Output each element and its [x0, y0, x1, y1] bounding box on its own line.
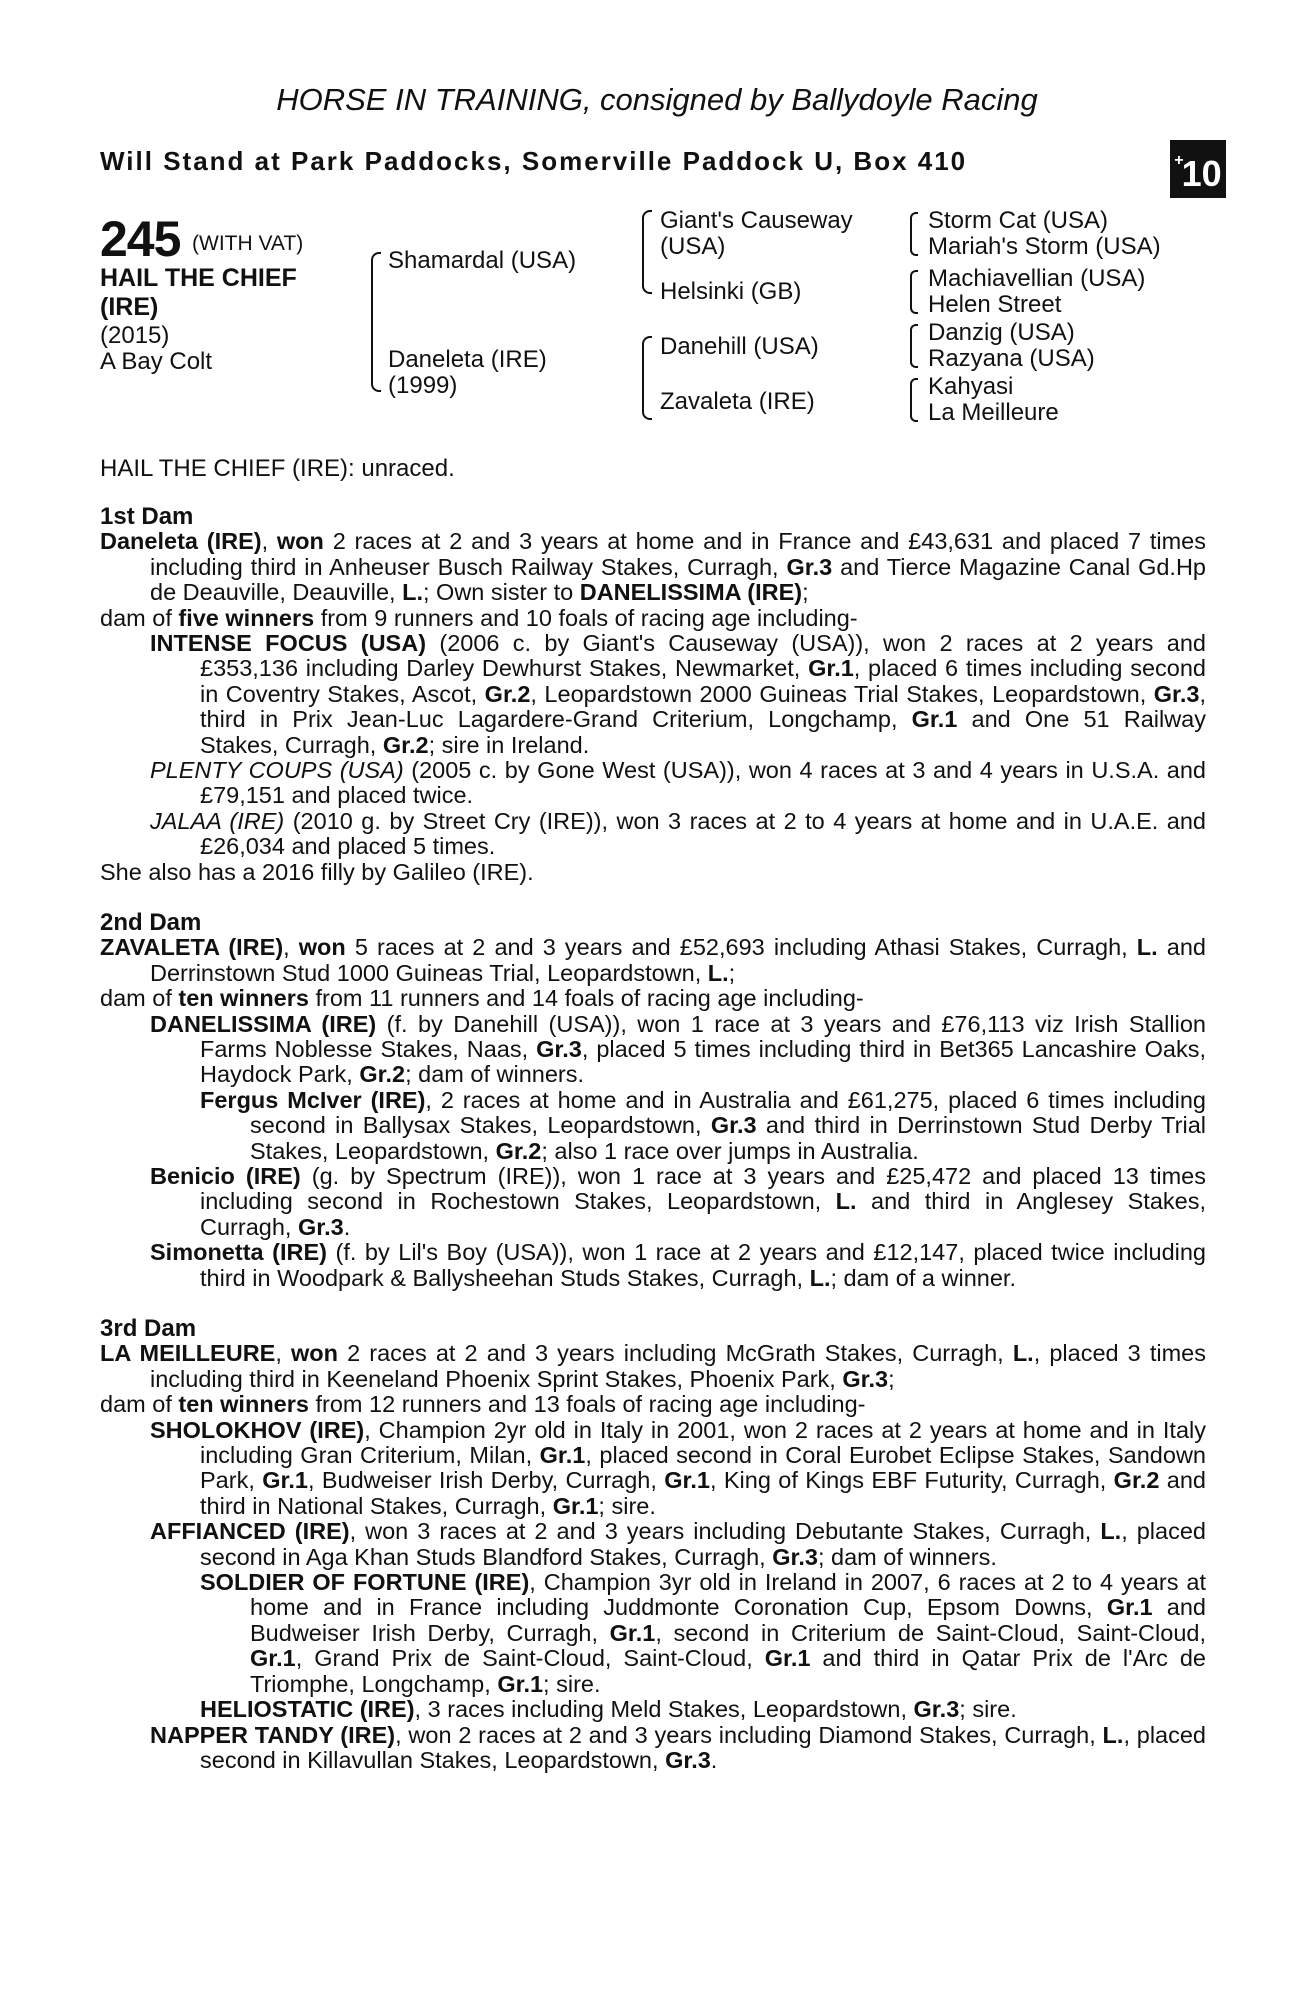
text: and Budweiser Irish Derby, Curragh, — [250, 1594, 1206, 1646]
pedigree-brace-ss — [910, 212, 918, 256]
stand-location: Will Stand at Park Paddocks, Somerville Paddock U, Box 410 — [100, 146, 968, 176]
horse-name: DANELISSIMA (IRE) — [579, 579, 803, 606]
dam3-produce-2-offspring-1 — [100, 1570, 1206, 1697]
grade: L. — [1136, 934, 1158, 961]
section-dam1 — [100, 504, 1206, 885]
text: and One 51 Railway Stakes, Curragh, — [200, 706, 1207, 758]
text: and third in Anglesey Stakes, Curragh, — [200, 1188, 1207, 1240]
text: ; dam of winners. — [405, 1061, 585, 1088]
pedigree-dss: Danzig (USA) — [928, 319, 1075, 346]
text: . — [343, 1213, 351, 1240]
text: ; dam of winners. — [817, 1543, 997, 1570]
grade: Gr.1 — [764, 1645, 811, 1672]
text: , Champion 3yr old in Ireland in 2007, 6 races at 2 to 4 years at home and in France including Juddmonte Coronation Cup, Epsom Downs, — [250, 1569, 1207, 1621]
grade: Gr.1 — [552, 1492, 599, 1519]
pedigree-sire: Shamardal (USA) — [388, 247, 577, 274]
text: , placed second in Coral Eurobet Eclipse Stakes, Sandown Park, — [200, 1442, 1206, 1494]
dam1-produce-summary — [100, 606, 1206, 631]
grade: Gr.1 — [808, 655, 854, 682]
text: , King of Kings EBF Futurity, Curragh, — [709, 1467, 1114, 1494]
won-label: won — [298, 934, 346, 961]
pedigree-ssd: Mariah's Storm (USA) — [928, 233, 1161, 260]
horse-name: Fergus McIver (IRE) — [200, 1086, 426, 1113]
grade: Gr.3 — [665, 1746, 711, 1773]
grade: Gr.3 — [786, 553, 833, 580]
pedigree-sds: Machiavellian (USA) — [928, 265, 1146, 292]
horse-name: HELIOSTATIC (IRE) — [200, 1696, 415, 1723]
grade: Gr.1 — [539, 1442, 586, 1469]
dam3-produce-1 — [100, 1418, 1206, 1520]
text: , — [283, 934, 299, 961]
page-header: HORSE IN TRAINING, consigned by Ballydoyle Racing — [276, 82, 1038, 117]
horse-name: ZAVALETA (IRE) — [100, 934, 284, 961]
text: and Derrinstown Stud 1000 Guineas Trial, Leopardstown, — [150, 934, 1206, 986]
grade: L. — [1100, 1518, 1122, 1545]
winners-count: ten winners — [178, 1391, 309, 1418]
grade: Gr.3 — [772, 1543, 818, 1570]
text: ; also 1 race over jumps in Australia. — [541, 1137, 919, 1164]
grade: Gr.1 — [664, 1467, 710, 1494]
grade: Gr.1 — [262, 1467, 308, 1494]
grade: L. — [835, 1188, 857, 1215]
pedigree-brace-dam — [642, 336, 652, 420]
dam2-produce-summary — [100, 986, 1206, 1011]
dam2-record — [100, 935, 1206, 986]
lot-number: 245 — [100, 211, 181, 267]
text: from 12 runners and 13 foals of racing age including- — [308, 1391, 866, 1418]
text: (g. by Spectrum (IRE)), won 1 race at 3 years and £25,472 and placed 13 times including second in Rochestown Stakes, Leopardstown, — [200, 1163, 1206, 1215]
grade: Gr.3 — [297, 1213, 344, 1240]
pedigree-sire-sire: Giant's Causeway (USA) — [660, 207, 853, 260]
grade: Gr.2 — [382, 731, 429, 758]
text: ; sire. — [959, 1696, 1017, 1723]
dam3-heading: 3rd Dam — [100, 1315, 197, 1342]
dam3-record — [100, 1341, 1206, 1392]
text: , 3 races including Meld Stakes, Leopardstown, — [414, 1696, 914, 1723]
grade: Gr.3 — [913, 1696, 960, 1723]
horse-name: Daneleta (IRE) — [100, 528, 262, 555]
pedigree-brace-dd — [910, 378, 918, 422]
dam1-note: She also has a 2016 filly by Galileo (IRE). — [100, 858, 534, 885]
grade: Gr.1 — [911, 706, 958, 733]
text: , Budweiser Irish Derby, Curragh, — [307, 1467, 665, 1494]
section-dam3 — [100, 1316, 1206, 1773]
dam1-record — [100, 529, 1206, 605]
horse-name: AFFIANCED (IRE) — [150, 1518, 350, 1545]
dam2-heading: 2nd Dam — [100, 909, 202, 936]
pedigree-dam-dam: Zavaleta (IRE) — [660, 388, 815, 415]
grade: Gr.3 — [536, 1036, 582, 1063]
text: , placed second in Aga Khan Studs Blandford Stakes, Curragh, — [200, 1518, 1206, 1570]
text: , placed second in Killavullan Stakes, Leopardstown, — [200, 1721, 1207, 1773]
grade: Gr.1 — [609, 1619, 656, 1646]
dam1-produce-1 — [100, 631, 1206, 758]
dam2-produce-2 — [100, 1164, 1206, 1240]
dam2-produce-3 — [100, 1240, 1206, 1291]
dam2-produce-1-offspring — [100, 1088, 1206, 1164]
text: ; sire. — [598, 1492, 656, 1519]
pedigree-brace-ds — [910, 324, 918, 368]
text: dam of — [100, 604, 179, 631]
text: , second in Criterium de Saint-Cloud, Saint-Cloud, — [655, 1619, 1206, 1646]
dam2-produce-1 — [100, 1012, 1206, 1088]
text: (2006 c. by Giant's Causeway (USA)), won 2 races at 2 years and £353,136 including Darley Dewhurst Stakes, Newmarket, — [200, 630, 1206, 682]
won-label: won — [290, 1340, 338, 1367]
grade: Gr.2 — [484, 680, 531, 707]
pedigree-ddd: La Meilleure — [928, 399, 1059, 426]
pedigree-dds: Kahyasi — [928, 373, 1014, 400]
text: 5 races at 2 and 3 years and £52,693 including Athasi Stakes, Curragh, — [345, 934, 1137, 961]
horse-name: SOLDIER OF FORTUNE (IRE) — [200, 1569, 530, 1596]
dam3-produce-3 — [100, 1723, 1206, 1774]
text: , 2 races at home and in Australia and £61,275, placed 6 times including second in Ballysax Stakes, Leopardstown, — [250, 1086, 1206, 1139]
text: dam of — [100, 1391, 179, 1418]
horse-name: JALAA (IRE) — [150, 807, 285, 834]
horse-name: Simonetta (IRE) — [150, 1239, 327, 1266]
badge-number: 10 — [1181, 153, 1222, 194]
grade: Gr.1 — [497, 1670, 544, 1697]
dam3-produce-summary — [100, 1392, 1206, 1417]
text: and third in Derrinstown Stud Derby Trial Stakes, Leopardstown, — [250, 1112, 1206, 1164]
horse-name: Benicio (IRE) — [150, 1163, 301, 1190]
horse-year: (2015) — [100, 322, 170, 349]
text: and third in Qatar Prix de l'Arc de Triomphe, Longchamp, — [250, 1645, 1206, 1697]
grade: L. — [809, 1264, 831, 1291]
text: 2 races at 2 and 3 years at home and in France and £43,631 and placed 7 times including third in Anheuser Busch Railway Stakes, Curragh, — [150, 528, 1206, 580]
grade: Gr.2 — [359, 1061, 406, 1088]
pedigree-sire-dam: Helsinki (GB) — [660, 278, 802, 305]
grade: Gr.3 — [842, 1365, 889, 1392]
plus-icon: + — [1174, 152, 1184, 169]
text: , Grand Prix de Saint-Cloud, Saint-Cloud, — [295, 1645, 765, 1672]
dam1-produce-2 — [100, 758, 1206, 809]
won-label: won — [276, 528, 324, 555]
horse-name: DANELISSIMA (IRE) — [150, 1010, 377, 1037]
dam1-heading: 1st Dam — [100, 503, 194, 530]
dam1-produce-3 — [100, 809, 1206, 860]
text: (2010 g. by Street Cry (IRE)), won 3 races at 2 to 4 years at home and in U.A.E. and £26,034 and placed 5 times. — [200, 807, 1206, 860]
dam3-produce-2 — [100, 1519, 1206, 1570]
horse-name: LA MEILLEURE — [100, 1340, 276, 1367]
text: (f. by Danehill (USA)), won 1 race at 3 years and £76,113 viz Irish Stallion Farms Noblesse Stakes, Naas, — [200, 1010, 1206, 1063]
text: ; — [728, 959, 736, 986]
text: , Champion 2yr old in Italy in 2001, won 2 races at 2 years at home and in Italy including Gran Criterium, Milan, — [200, 1416, 1206, 1469]
text: , placed 5 times including third in Bet365 Lancashire Oaks, Haydock Park, — [200, 1036, 1206, 1088]
text: , third in Prix Jean-Luc Lagardere-Grand Criterium, Longchamp, — [200, 680, 1206, 733]
grade: Gr.1 — [250, 1645, 296, 1672]
text: 2 races at 2 and 3 years including McGrath Stakes, Curragh, — [337, 1340, 1013, 1367]
text: , — [275, 1340, 291, 1367]
pedigree-brace-main — [371, 252, 381, 392]
text: ; dam of a winner. — [830, 1264, 1016, 1291]
grade: L. — [1102, 1721, 1124, 1748]
horse-name: SHOLOKHOV (IRE) — [150, 1416, 365, 1443]
text: (f. by Lil's Boy (USA)), won 1 race at 2 years and £12,147, placed twice including third in Woodpark & Ballysheehan Studs Stakes, Curragh, — [200, 1239, 1206, 1291]
text: , Leopardstown 2000 Guineas Trial Stakes, Leopardstown, — [530, 680, 1154, 707]
horse-name: HAIL THE CHIEF (IRE) — [100, 264, 297, 321]
dam3-produce-2-offspring-2 — [100, 1697, 1206, 1722]
winners-count: ten winners — [178, 985, 309, 1012]
text: from 9 runners and 10 foals of racing age including- — [314, 604, 858, 631]
grade: L. — [1012, 1340, 1034, 1367]
pedigree-sdd: Helen Street — [928, 291, 1062, 318]
text: ; sire in Ireland. — [428, 731, 590, 758]
text: ; sire. — [543, 1670, 601, 1697]
grade: Gr.2 — [1113, 1467, 1160, 1494]
lot-badge — [1170, 140, 1226, 198]
text: , won 2 races at 2 and 3 years including Diamond Stakes, Curragh, — [395, 1721, 1103, 1748]
grade: Gr.1 — [1106, 1594, 1153, 1621]
pedigree-brace-sire — [642, 210, 652, 294]
text: , placed 3 times including third in Keeneland Phoenix Sprint Stakes, Phoenix Park, — [150, 1340, 1206, 1392]
text: , won 3 races at 2 and 3 years including Debutante Stakes, Curragh, — [349, 1518, 1101, 1545]
text: , placed 6 times including second in Coventry Stakes, Ascot, — [200, 655, 1206, 707]
pedigree-dam: Daneleta (IRE) — [388, 346, 547, 373]
pedigree-sss: Storm Cat (USA) — [928, 207, 1109, 234]
horse-name: PLENTY COUPS (USA) — [150, 757, 404, 784]
horse-name: NAPPER TANDY (IRE) — [150, 1721, 396, 1748]
grade: L. — [707, 959, 729, 986]
text: , — [261, 528, 277, 555]
grade: Gr.2 — [495, 1137, 542, 1164]
text: and third in National Stakes, Curragh, — [200, 1467, 1206, 1519]
text: ; Own sister to — [423, 579, 580, 606]
grade: Gr.3 — [1153, 680, 1200, 707]
grade: L. — [402, 579, 423, 606]
text: dam of — [100, 985, 179, 1012]
text: ; — [888, 1365, 895, 1392]
horse-sex: A Bay Colt — [100, 348, 213, 375]
text: (2005 c. by Gone West (USA)), won 4 races at 3 and 4 years in U.S.A. and £79,151 and placed twice. — [200, 757, 1207, 809]
pedigree-dam-sire: Danehill (USA) — [660, 333, 819, 360]
pedigree-brace-sd — [910, 270, 918, 314]
vat-label: (WITH VAT) — [192, 232, 304, 255]
horse-name: INTENSE FOCUS (USA) — [150, 630, 427, 657]
text: from 11 runners and 14 foals of racing age including- — [308, 985, 864, 1012]
unraced-note: HAIL THE CHIEF (IRE): unraced. — [100, 455, 455, 482]
text: and Tierce Magazine Canal Gd.Hp de Deauville, Deauville, — [150, 553, 1207, 606]
winners-count: five winners — [178, 604, 315, 631]
pedigree-dsd: Razyana (USA) — [928, 345, 1095, 372]
text: ; — [802, 579, 809, 606]
grade: Gr.3 — [710, 1112, 757, 1139]
text: . — [710, 1746, 718, 1773]
pedigree-dam-year: (1999) — [388, 372, 458, 399]
section-dam2 — [100, 910, 1206, 1291]
